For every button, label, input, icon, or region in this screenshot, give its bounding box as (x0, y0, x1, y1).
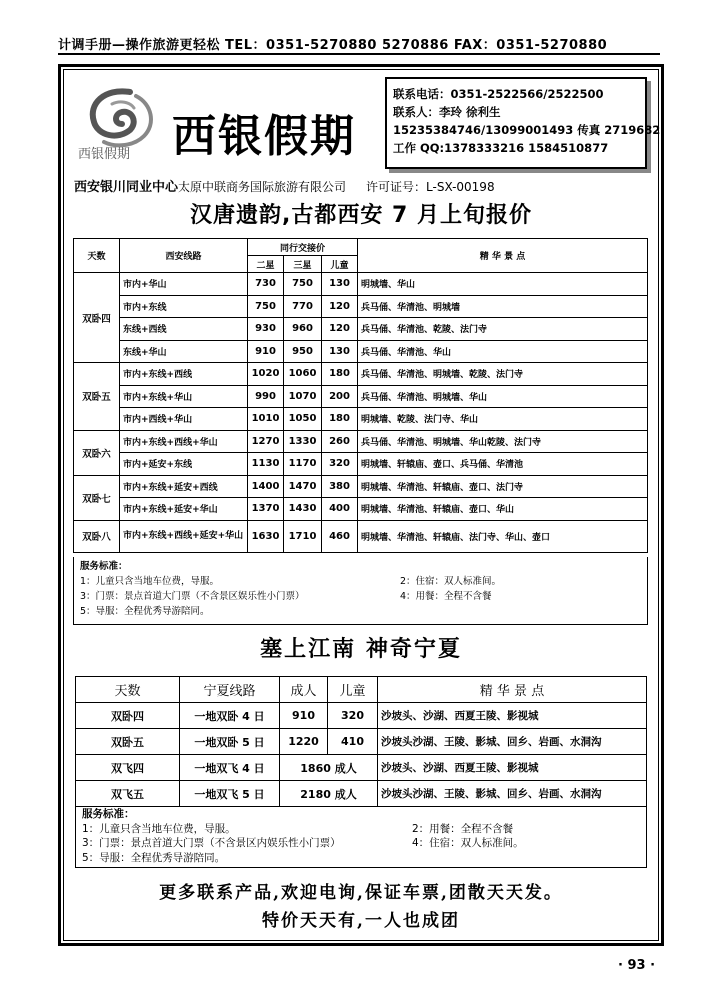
table-row (74, 318, 648, 341)
brand-name: 西银假期 (172, 111, 356, 162)
cell-spots: 兵马俑、华清池、乾陵、法门寺 (358, 318, 648, 341)
cell-route: 一地双卧 4 日 (180, 703, 280, 729)
service-head: 服务标准： (80, 561, 128, 572)
cell-adult: 910 (280, 703, 328, 729)
header-days: 天数 (74, 239, 120, 273)
cell-two-star: 1020 (248, 363, 284, 386)
cell-route: 市内+东线 (120, 295, 248, 318)
cell-child: 380 (322, 475, 358, 498)
table-row (74, 385, 648, 408)
cell-two-star: 1630 (248, 520, 284, 552)
cell-two-star: 1370 (248, 498, 284, 521)
cell-route: 市内+东线+延安+西线 (120, 475, 248, 498)
cell-days: 双卧五 (74, 363, 120, 431)
cell-two-star: 750 (248, 295, 284, 318)
cell-child: 130 (322, 340, 358, 363)
cell-adult: 1220 (280, 729, 328, 755)
cell-days: 双卧四 (74, 273, 120, 363)
cell-three-star: 1170 (284, 453, 322, 476)
header-spots: 精 华 景 点 (358, 239, 648, 273)
cell-child: 120 (322, 295, 358, 318)
agency-center: 西安银川同业中心 (74, 180, 179, 195)
agency-line (74, 176, 495, 195)
cell-child: 410 (328, 729, 378, 755)
cell-spots: 兵马俑、华清池、华山 (358, 340, 648, 363)
service-item: 2：住宿：双人标准间。 (400, 576, 502, 587)
header-rule (58, 53, 660, 55)
cell-three-star: 1060 (284, 363, 322, 386)
cell-child: 260 (322, 430, 358, 453)
cell-spots: 沙坡头、沙湖、西夏王陵、影视城 (378, 755, 647, 781)
brand-logo (74, 82, 166, 164)
cell-route: 一地双飞 4 日 (180, 755, 280, 781)
cell-route: 市内+东线+华山 (120, 385, 248, 408)
cell-price-merged: 1860 成人 (280, 755, 378, 781)
cell-spots: 沙坡头沙湖、王陵、影城、回乡、岩画、水洞沟 (378, 729, 647, 755)
table-row (74, 498, 648, 521)
header-child: 儿童 (328, 677, 378, 703)
cell-days: 双卧六 (74, 430, 120, 475)
cell-spots: 明城墙、华清池、轩辕庙、法门寺、华山、壶口 (358, 520, 648, 552)
cell-two-star: 1130 (248, 453, 284, 476)
table-row (74, 520, 648, 552)
header-route: 西安线路 (120, 239, 248, 273)
cell-route: 市内+东线+西线+延安+华山 (120, 520, 248, 552)
service-item: 5：导服：全程优秀导游陪同。 (80, 606, 210, 617)
ningxia-service-standards (75, 805, 647, 868)
cell-days: 双飞四 (76, 755, 180, 781)
cell-route: 市内+东线+西线 (120, 363, 248, 386)
cell-spots: 兵马俑、华清池、明城墙、华山 (358, 385, 648, 408)
cell-three-star: 1710 (284, 520, 322, 552)
header-two-star: 二星 (248, 256, 284, 273)
cell-child: 180 (322, 408, 358, 431)
service-item: 5：导服：全程优秀导游陪同。 (82, 851, 226, 864)
cell-spots: 明城墙、轩辕庙、壶口、兵马俑、华清池 (358, 453, 648, 476)
swirl-logo-icon (74, 82, 166, 164)
header-route: 宁夏线路 (180, 677, 280, 703)
cell-three-star: 950 (284, 340, 322, 363)
table-row (74, 340, 648, 363)
contact-box (385, 77, 661, 169)
agency-permit: 许可证号：L-SX-00198 (366, 180, 495, 194)
cell-route: 市内+西线+华山 (120, 408, 248, 431)
cell-three-star: 1330 (284, 430, 322, 453)
table-row (74, 273, 648, 296)
slogan-line-2: 特价天天有,一人也成团 (262, 911, 460, 931)
cell-spots: 沙坡头沙湖、王陵、影城、回乡、岩画、水洞沟 (378, 781, 647, 807)
header-spots: 精 华 景 点 (378, 677, 647, 703)
cell-route: 市内+延安+东线 (120, 453, 248, 476)
contact-qq: 工作 QQ:1378333216 1584510877 (393, 141, 609, 155)
cell-spots: 兵马俑、华清池、明城墙、乾陵、法门寺 (358, 363, 648, 386)
service-item: 1：儿童只含当地车位费，导服。 (82, 822, 236, 835)
header-three-star: 三星 (284, 256, 322, 273)
cell-child: 320 (322, 453, 358, 476)
table-row (74, 363, 648, 386)
xian-price-table (73, 238, 648, 553)
cell-route: 东线+华山 (120, 340, 248, 363)
cell-two-star: 990 (248, 385, 284, 408)
logo-text: 西银假期 (78, 147, 131, 162)
cell-two-star: 910 (248, 340, 284, 363)
header-child: 儿童 (322, 256, 358, 273)
table-row (76, 729, 647, 755)
cell-child: 460 (322, 520, 358, 552)
cell-spots: 兵马俑、华清池、明城墙、华山乾陵、法门寺 (358, 430, 648, 453)
ningxia-section-title: 塞上江南 神奇宁夏 (260, 637, 462, 662)
cell-days: 双卧七 (74, 475, 120, 520)
cell-three-star: 960 (284, 318, 322, 341)
header-days: 天数 (76, 677, 180, 703)
cell-two-star: 730 (248, 273, 284, 296)
table-row (74, 295, 648, 318)
cell-route: 市内+东线+延安+华山 (120, 498, 248, 521)
cell-child: 130 (322, 273, 358, 296)
header-price: 同行交接价 (248, 239, 358, 256)
cell-child: 200 (322, 385, 358, 408)
agency-company: 太原中联商务国际旅游有限公司 (178, 180, 347, 194)
cell-three-star: 1050 (284, 408, 322, 431)
cell-three-star: 1070 (284, 385, 322, 408)
cell-price-merged: 2180 成人 (280, 781, 378, 807)
table-row (76, 781, 647, 807)
cell-child: 400 (322, 498, 358, 521)
page-number: · 93 · (618, 958, 656, 973)
cell-three-star: 750 (284, 273, 322, 296)
cell-spots: 明城墙、华清池、轩辕庙、壶口、法门寺 (358, 475, 648, 498)
service-head: 服务标准： (82, 808, 135, 820)
table-row (76, 703, 647, 729)
cell-days: 双卧五 (76, 729, 180, 755)
service-item: 3：门票：景点首道大门票（不含景区娱乐性小门票） (80, 591, 305, 602)
table-row (74, 408, 648, 431)
cell-route: 市内+华山 (120, 273, 248, 296)
cell-child: 180 (322, 363, 358, 386)
cell-days: 双卧四 (76, 703, 180, 729)
cell-days: 双卧八 (74, 520, 120, 552)
cell-two-star: 1010 (248, 408, 284, 431)
cell-two-star: 930 (248, 318, 284, 341)
slogan-line-1: 更多联系产品,欢迎电询,保证车票,团散天天发。 (159, 883, 563, 903)
header-adult: 成人 (280, 677, 328, 703)
cell-three-star: 1470 (284, 475, 322, 498)
contact-person: 联系人：李玲 徐利生 (393, 105, 501, 119)
cell-two-star: 1270 (248, 430, 284, 453)
service-item: 4：住宿：双人标准间。 (412, 837, 524, 849)
service-item: 2：用餐：全程不含餐 (412, 822, 514, 835)
cell-days: 双飞五 (76, 781, 180, 807)
cell-spots: 明城墙、华清池、轩辕庙、壶口、华山 (358, 498, 648, 521)
service-item: 1：儿童只含当地车位费，导服。 (80, 576, 220, 587)
service-item: 3：门票：景点首道大门票（不含景区内娱乐性小门票） (82, 837, 341, 849)
cell-two-star: 1400 (248, 475, 284, 498)
service-item: 4：用餐：全程不含餐 (400, 591, 492, 602)
ningxia-price-table (75, 676, 647, 807)
xian-section-title: 汉唐遗韵,古都西安 7 月上旬报价 (190, 203, 532, 228)
page-header: 计调手册—操作旅游更轻松 TEL：0351-5270880 5270886 FAX：0351-5270880 (58, 38, 608, 53)
cell-route: 一地双飞 5 日 (180, 781, 280, 807)
cell-route: 一地双卧 5 日 (180, 729, 280, 755)
cell-spots: 沙坡头、沙湖、西夏王陵、影视城 (378, 703, 647, 729)
cell-spots: 明城墙、乾陵、法门寺、华山 (358, 408, 648, 431)
xian-service-standards (73, 557, 648, 625)
table-row (74, 475, 648, 498)
contact-phone: 联系电话：0351-2522566/2522500 (393, 87, 604, 101)
contact-mobile: 15235384746/13099001493 传真 2719682 (393, 123, 661, 137)
cell-spots: 兵马俑、华清池、明城墙 (358, 295, 648, 318)
cell-spots: 明城墙、华山 (358, 273, 648, 296)
table-row (74, 430, 648, 453)
table-row (76, 755, 647, 781)
cell-route: 东线+西线 (120, 318, 248, 341)
cell-child: 120 (322, 318, 358, 341)
cell-three-star: 770 (284, 295, 322, 318)
table-row (74, 453, 648, 476)
cell-child: 320 (328, 703, 378, 729)
cell-route: 市内+东线+西线+华山 (120, 430, 248, 453)
cell-three-star: 1430 (284, 498, 322, 521)
